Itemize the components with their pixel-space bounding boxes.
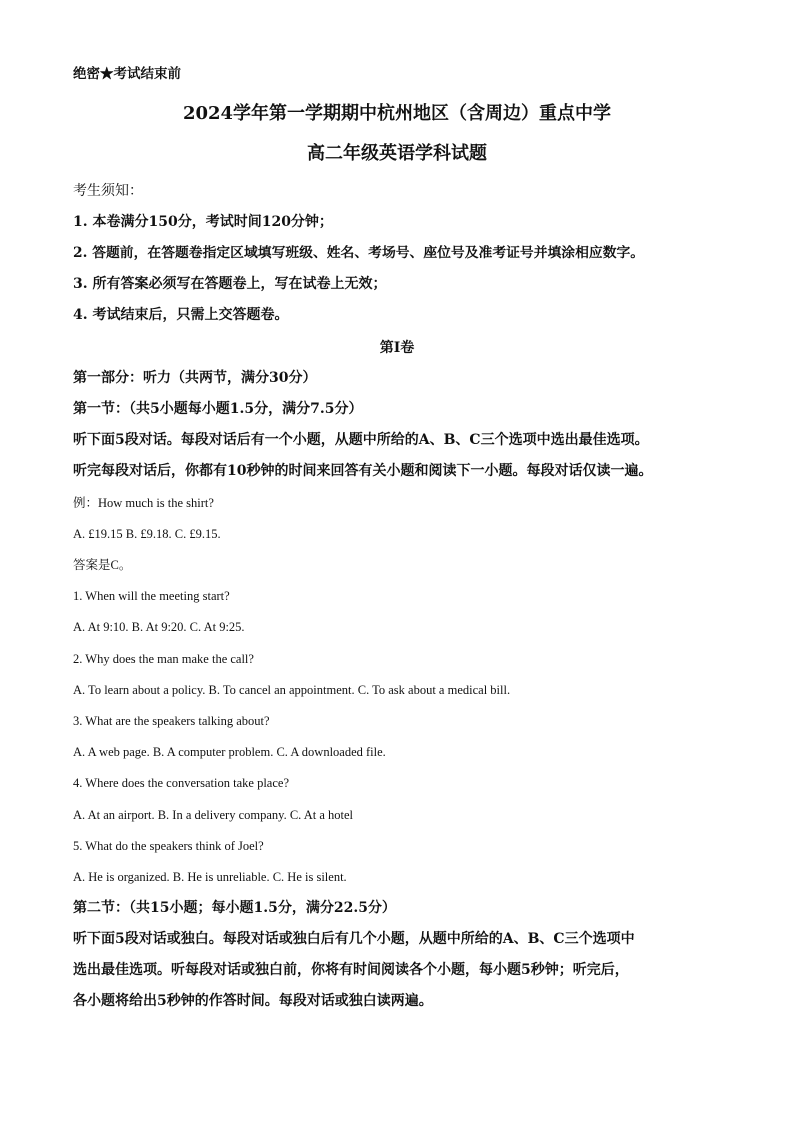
- confidential-label: 绝密★考试结束前: [73, 66, 181, 82]
- exam-title-line2: 高二年级英语学科试题: [307, 143, 487, 164]
- example-question: 例：How much is the shirt?: [73, 496, 214, 510]
- question-options: A. A web page. B. A computer problem. C. A downloaded file.: [73, 745, 386, 759]
- question-options: A. To learn about a policy. B. To cancel an appointment. C. To ask about a medical bill.: [73, 683, 511, 697]
- section1-heading: 第一节：（共5小题每小题1.5分，满分7.5分）: [73, 401, 363, 417]
- volume-label: 第I卷: [379, 340, 415, 356]
- question-text: 4. Where does the conversation take place?: [73, 776, 289, 790]
- example-answer: 答案是C。: [73, 558, 132, 572]
- notice-heading: 考生须知：: [73, 183, 143, 199]
- question-text: 2. Why does the man make the call?: [73, 652, 254, 666]
- notice-item: 2. 答题前，在答题卷指定区域填写班级、姓名、考场号、座位号及准考证号并填涂相应数字。: [73, 245, 645, 261]
- section2-instructions: 各小题将给出5秒钟的作答时间。每段对话或独白读两遍。: [73, 993, 433, 1009]
- notice-item: 4. 考试结束后，只需上交答题卷。: [73, 307, 289, 323]
- exam-title-line1: 2024学年第一学期期中杭州地区（含周边）重点中学: [182, 103, 612, 124]
- section1-instructions: 听完每段对话后，你都有10秒钟的时间来回答有关小题和阅读下一小题。每段对话仅读一遍。: [73, 463, 653, 479]
- notice-item: 1. 本卷满分150分，考试时间120分钟；: [73, 214, 333, 230]
- question-options: A. He is organized. B. He is unreliable. C. He is silent.: [73, 870, 347, 884]
- section2-heading: 第二节：（共15小题；每小题1.5分，满分22.5分）: [73, 900, 396, 916]
- question-options: A. At an airport. B. In a delivery company. C. At a hotel: [73, 808, 354, 822]
- part1-heading: 第一部分：听力（共两节，满分30分）: [73, 370, 317, 386]
- section2-instructions: 听下面5段对话或独白。每段对话或独白后有几个小题，从题中所给的A、B、C三个选项中: [73, 931, 635, 947]
- example-options: A. £19.15 B. £9.18. C. £9.15.: [73, 527, 221, 541]
- question-text: 1. When will the meeting start?: [73, 589, 230, 603]
- question-text: 3. What are the speakers talking about?: [73, 714, 270, 728]
- section1-instructions: 听下面5段对话。每段对话后有一个小题，从题中所给的A、B、C三个选项中选出最佳选项。: [73, 432, 649, 448]
- section2-instructions: 选出最佳选项。听每段对话或独白前，你将有时间阅读各个小题，每小题5秒钟；听完后，: [73, 962, 629, 978]
- question-text: 5. What do the speakers think of Joel?: [73, 839, 264, 853]
- notice-item: 3. 所有答案必须写在答题卷上，写在试卷上无效；: [73, 276, 387, 292]
- question-options: A. At 9:10. B. At 9:20. C. At 9:25.: [73, 620, 245, 634]
